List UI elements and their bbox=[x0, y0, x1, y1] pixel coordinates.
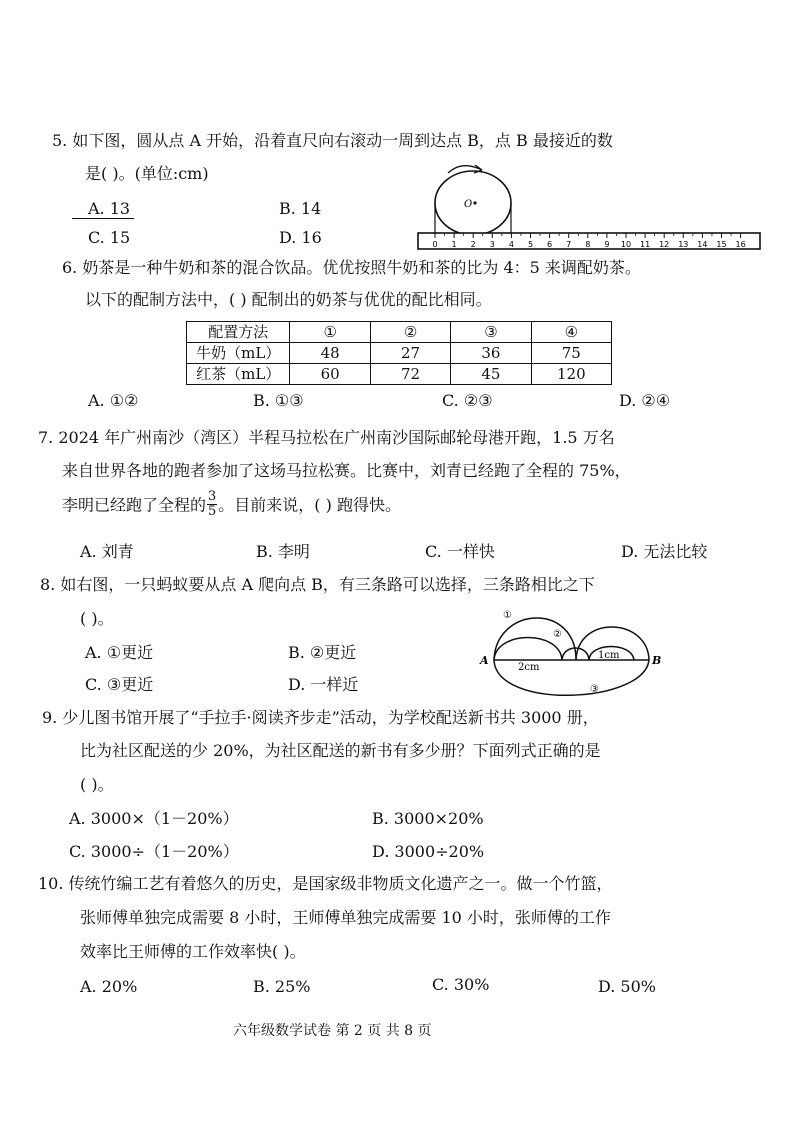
q5-option-a[interactable]: A. 13 bbox=[88, 199, 131, 218]
q5-line2: 是( )。(单位:cm) bbox=[85, 164, 209, 183]
ruler-tick-label: 6 bbox=[547, 240, 553, 249]
q8-option-d[interactable]: D. 一样近 bbox=[288, 675, 359, 694]
q10-line1: 10. 传统竹编工艺有着悠久的历史，是国家级非物质文化遗产之一。做一个竹篮， bbox=[38, 874, 613, 893]
q6-option-c[interactable]: C. ②③ bbox=[442, 391, 493, 410]
path-2-arc-left bbox=[494, 638, 562, 661]
q6-option-b[interactable]: B. ①③ bbox=[253, 391, 304, 410]
ruler-tick-label: 15 bbox=[716, 240, 727, 249]
ruler-tick-label: 0 bbox=[432, 240, 438, 249]
q9-line2: 比为社区配送的少 20%，为社区配送的新书有多少册？下面列式正确的是 bbox=[80, 741, 601, 760]
table-header-cell: ④ bbox=[531, 322, 611, 343]
q8-line1: 8. 如右图，一只蚂蚁要从点 A 爬向点 B，有三条路可以选择，三条路相比之下 bbox=[40, 575, 595, 594]
q6-line1: 6. 奶茶是一种牛奶和茶的混合饮品。优优按照牛奶和茶的比为 4：5 来调配奶茶。 bbox=[62, 258, 641, 277]
q6-option-d[interactable]: D. ②④ bbox=[619, 391, 671, 410]
q7-option-d[interactable]: D. 无法比较 bbox=[621, 542, 708, 561]
table-cell: 48 bbox=[290, 343, 370, 364]
path-1-label: ① bbox=[503, 610, 512, 621]
table-cell: 72 bbox=[370, 364, 450, 385]
q10-line2: 张师傅单独完成需要 8 小时，王师傅单独完成需要 10 小时，张师傅的工作 bbox=[80, 908, 611, 927]
table-row-milk bbox=[187, 343, 612, 364]
ruler-tick-label: 16 bbox=[735, 240, 746, 249]
length-1cm-label: 1cm bbox=[598, 650, 620, 661]
table-cell: 36 bbox=[451, 343, 531, 364]
ruler-tick-label: 5 bbox=[527, 240, 534, 249]
ruler-tick-label: 12 bbox=[659, 240, 670, 249]
page-footer: 六年级数学试卷 第 2 页 共 8 页 bbox=[233, 1023, 432, 1039]
table-cell: 60 bbox=[290, 364, 370, 385]
ruler-tick-label: 2 bbox=[470, 240, 476, 249]
q5-line1: 5. 如下图，圆从点 A 开始，沿着直尺向右滚动一周到达点 B，点 B 最接近的数 bbox=[52, 131, 613, 150]
q10-option-d[interactable]: D. 50% bbox=[598, 977, 656, 996]
q9-line3: ( )。 bbox=[80, 775, 114, 794]
q5-option-d[interactable]: D. 16 bbox=[279, 228, 322, 247]
q5-option-c[interactable]: C. 15 bbox=[88, 228, 131, 247]
ruler-tick-label: 9 bbox=[604, 240, 610, 249]
ruler-tick-label: 14 bbox=[697, 240, 708, 249]
circle-center-dot bbox=[473, 201, 476, 204]
ruler-tick-label: 1 bbox=[451, 240, 457, 249]
length-2cm-label: 2cm bbox=[518, 662, 540, 673]
q9-option-d[interactable]: D. 3000÷20% bbox=[372, 842, 485, 861]
table-cell: 牛奶（mL） bbox=[187, 343, 290, 364]
q9-option-c[interactable]: C. 3000÷（1－20%） bbox=[69, 842, 239, 861]
circle-center-label: O bbox=[464, 199, 473, 210]
table-header-cell: ③ bbox=[451, 322, 531, 343]
table-header-row bbox=[187, 322, 612, 343]
fraction-three-fifths bbox=[207, 490, 217, 518]
q8-option-a[interactable]: A. ①更近 bbox=[85, 643, 154, 662]
q7-line2: 来自世界各地的跑者参加了这场马拉松赛。比赛中，刘青已经跑了全程的 75%， bbox=[62, 461, 631, 480]
table-cell: 45 bbox=[451, 364, 531, 385]
table-cell: 红茶（mL） bbox=[187, 364, 290, 385]
point-b-label: B bbox=[652, 654, 662, 667]
q9-option-a[interactable]: A. 3000×（1－20%） bbox=[69, 809, 239, 828]
q8-figure bbox=[476, 604, 682, 700]
q7-line1: 7. 2024 年广州南沙（湾区）半程马拉松在广州南沙国际邮轮母港开跑，1.5 万名 bbox=[38, 428, 615, 447]
mix-table bbox=[186, 321, 612, 385]
q6-line2: 以下的配制方法中，( ) 配制出的奶茶与优优的配比相同。 bbox=[85, 290, 492, 309]
q10-line3: 效率比王师傅的工作效率快( )。 bbox=[80, 942, 306, 961]
table-header-cell: ① bbox=[290, 322, 370, 343]
table-cell: 75 bbox=[531, 343, 611, 364]
q7-line3 bbox=[62, 489, 401, 520]
q9-option-b[interactable]: B. 3000×20% bbox=[372, 809, 484, 828]
q5-option-a-underline bbox=[72, 218, 134, 219]
table-header-cell: 配置方法 bbox=[187, 322, 290, 343]
fraction-numerator: 3 bbox=[208, 489, 217, 504]
q5-option-b[interactable]: B. 14 bbox=[279, 199, 322, 218]
q10-option-c[interactable]: C. 30% bbox=[432, 975, 490, 994]
q8-option-b[interactable]: B. ②更近 bbox=[288, 643, 357, 662]
q7-option-b[interactable]: B. 李明 bbox=[256, 542, 310, 561]
rolling-circle bbox=[435, 171, 511, 235]
q10-option-a[interactable]: A. 20% bbox=[80, 977, 138, 996]
ruler-tick-label: 4 bbox=[508, 240, 514, 249]
q8-option-c[interactable]: C. ③更近 bbox=[85, 675, 154, 694]
table-cell: 27 bbox=[370, 343, 450, 364]
q8-line2: ( )。 bbox=[80, 609, 114, 628]
table-header-cell: ② bbox=[370, 322, 450, 343]
ruler-tick-label: 7 bbox=[566, 240, 572, 249]
q5-figure bbox=[412, 156, 768, 252]
q7-option-c[interactable]: C. 一样快 bbox=[425, 542, 495, 561]
q9-line1: 9. 少儿图书馆开展了“手拉手·阅读齐步走”活动，为学校配送新书共 3000 册， bbox=[42, 708, 599, 727]
q7-line3-before: 李明已经跑了全程的 bbox=[62, 495, 207, 515]
table-row-tea bbox=[187, 364, 612, 385]
q7-line3-after: 。目前来说，( ) 跑得快。 bbox=[218, 495, 401, 515]
ruler-tick-label: 10 bbox=[620, 240, 632, 249]
path-2-label: ② bbox=[553, 629, 562, 640]
path-3-label: ③ bbox=[590, 684, 599, 695]
ruler-tick-label: 8 bbox=[585, 240, 591, 249]
q10-option-b[interactable]: B. 25% bbox=[253, 977, 311, 996]
ruler-tick-label: 13 bbox=[678, 240, 689, 249]
q7-option-a[interactable]: A. 刘青 bbox=[80, 542, 134, 561]
q6-option-a[interactable]: A. ①② bbox=[88, 391, 139, 410]
point-a-label: A bbox=[480, 654, 489, 667]
fraction-denominator: 5 bbox=[208, 503, 217, 519]
ruler-tick-label: 3 bbox=[489, 240, 495, 249]
ruler-tick-label: 11 bbox=[640, 240, 651, 249]
table-cell: 120 bbox=[531, 364, 611, 385]
